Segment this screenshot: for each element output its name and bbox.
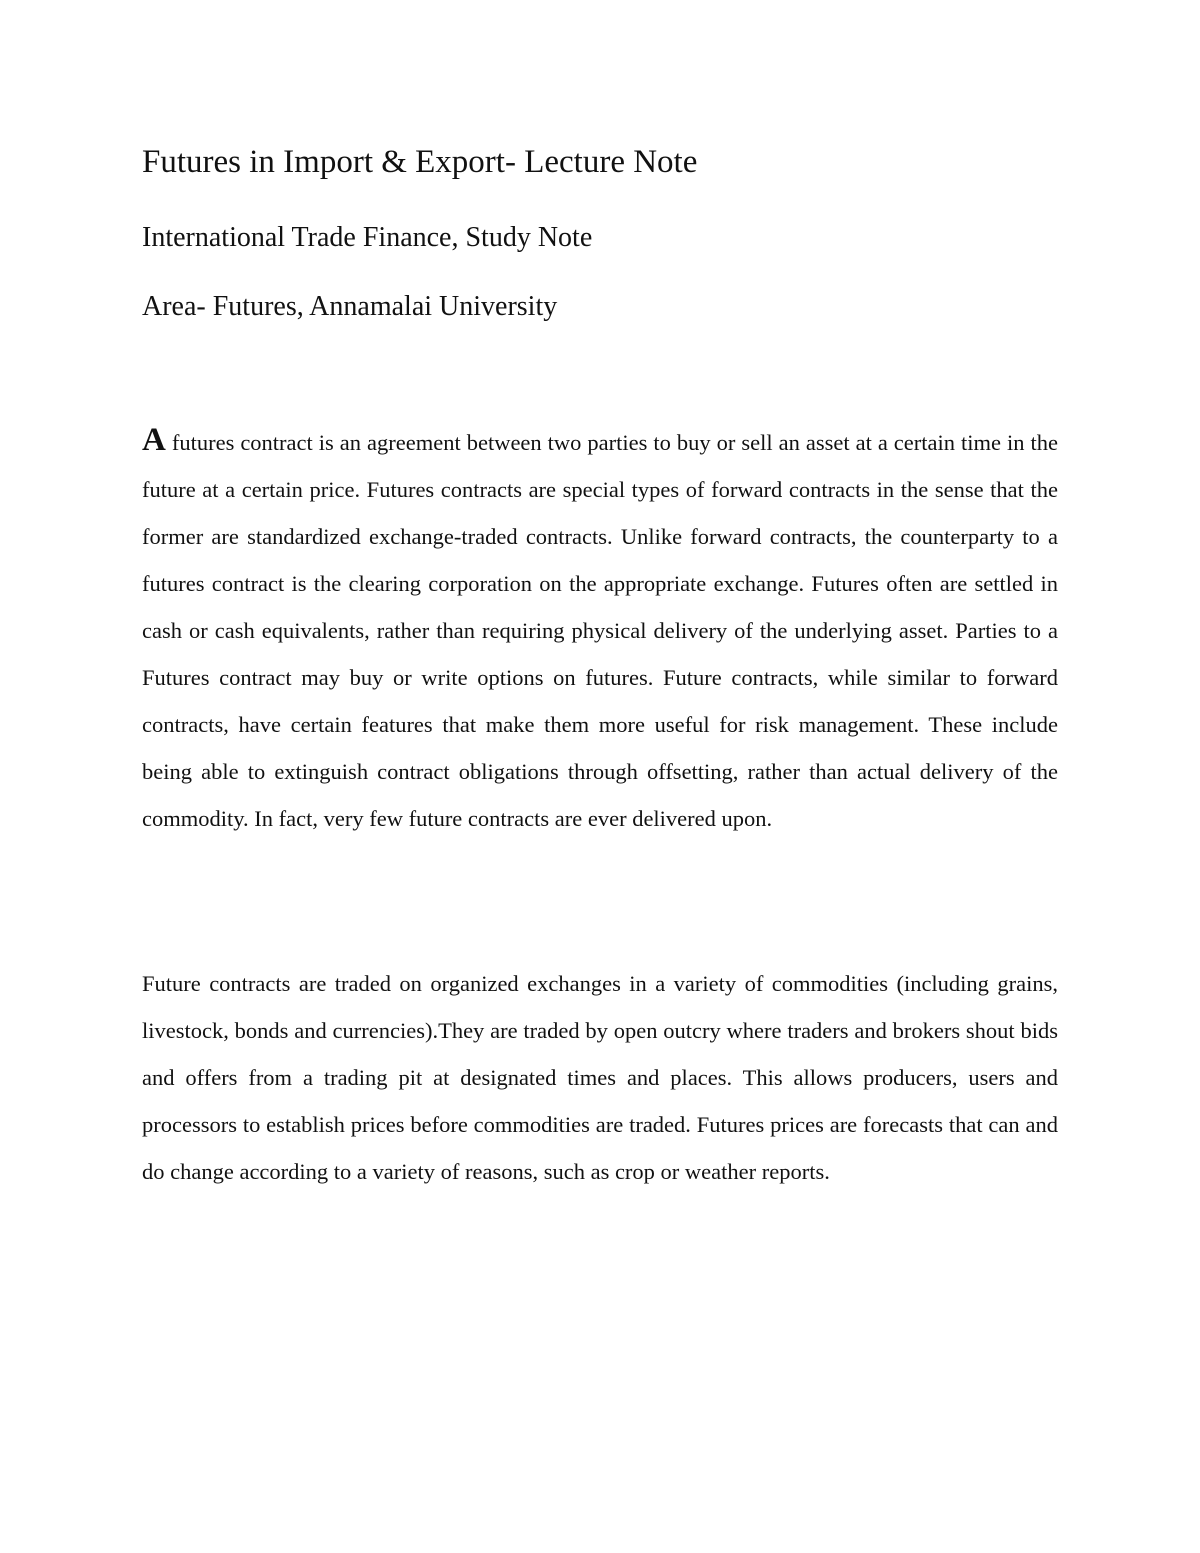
paragraph-1-first-letter: A bbox=[142, 422, 166, 458]
document-title: Futures in Import & Export- Lecture Note bbox=[142, 144, 698, 180]
paragraph-1 bbox=[142, 419, 1058, 842]
paragraph-2: Future contracts are traded on organized exchanges in a variety of commodities (including grains, livestock, bonds and currencies).They are traded by open outcry where traders and brokers shout bids and offers from a trading pit at designated times and places. This allows producers, users and processors to establish prices before commodities are traded. Futures prices are forecasts that can and do change according to a variety of reasons, such as crop or weather reports. bbox=[142, 971, 1058, 1184]
document-subtitle: International Trade Finance, Study Note bbox=[142, 222, 593, 253]
document-area: Area- Futures, Annamalai University bbox=[142, 291, 558, 322]
paragraph-1-text: futures contract is an agreement between two parties to buy or sell an asset at a certain time in the future at a certain price. Futures contracts are special types of forward contracts in the sense that the former are standardized exchange-traded contracts. Unlike forward contracts, the counterparty to a futures contract is the clearing corporation on the appropriate exchange. Futures often are settled in cash or cash equivalents, rather than requiring physical delivery of the underlying asset. Parties to a Futures contract may buy or write options on futures. Future contracts, while similar to forward contracts, have certain features that make them more useful for risk management. These include being able to extinguish contract obligations through offsetting, rather than actual delivery of the commodity. In fact, very few future contracts are ever delivered upon. bbox=[142, 430, 1058, 831]
